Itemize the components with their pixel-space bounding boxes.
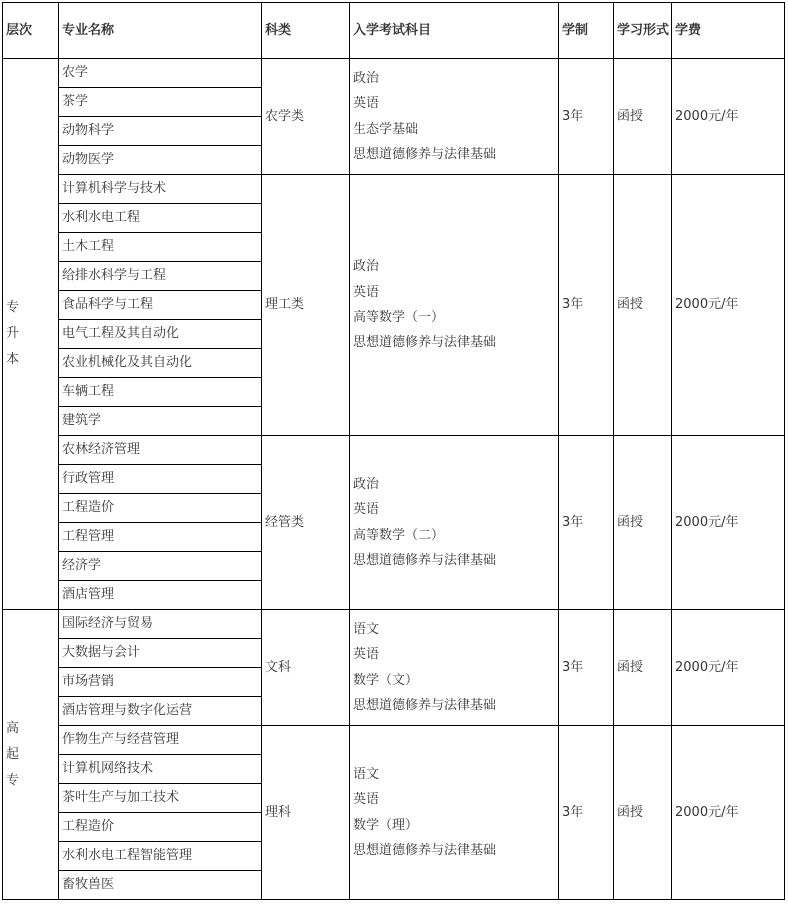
major-name: 作物生产与经营管理 (59, 726, 262, 755)
major-name: 给排水科学与工程 (59, 262, 262, 291)
level-char: 升 (6, 326, 20, 341)
major-name: 茶学 (59, 88, 262, 117)
exam-subject: 思想道德修养与法律基础 (353, 697, 497, 713)
major-name: 食品科学与工程 (59, 291, 262, 320)
major-name: 市场营销 (59, 668, 262, 697)
level-char: 高 (6, 720, 20, 736)
header-exam-subjects: 入学考试科目 (350, 3, 559, 59)
exam-subject: 英语 (353, 647, 380, 663)
header-study-mode: 学习形式 (614, 3, 672, 59)
major-name: 动物科学 (59, 117, 262, 146)
level-char: 专 (6, 300, 20, 315)
exam-subject: 高等数学（一） (353, 310, 445, 325)
level-char: 起 (6, 746, 20, 762)
exam-subject: 思想道德修养与法律基础 (353, 146, 497, 162)
major-name: 水利水电工程 (59, 204, 262, 233)
major-name: 农学 (59, 59, 262, 88)
exam-subject: 政治 (353, 259, 380, 275)
admissions-table (2, 2, 785, 900)
major-name: 动物医学 (59, 146, 262, 175)
category-cell: 经管类 (262, 436, 350, 610)
exam-subjects-cell (350, 59, 559, 175)
major-name: 酒店管理与数字化运营 (59, 697, 262, 726)
header-row (3, 3, 785, 59)
major-name: 土木工程 (59, 233, 262, 262)
duration-cell: 3年 (559, 59, 614, 175)
major-name: 电气工程及其自动化 (59, 320, 262, 349)
table-row (3, 610, 785, 639)
exam-subject: 政治 (353, 70, 380, 86)
table-row (3, 436, 785, 465)
level-char: 本 (6, 352, 20, 367)
exam-subjects-cell (350, 436, 559, 610)
major-name: 农林经济管理 (59, 436, 262, 465)
header-category: 科类 (262, 3, 350, 59)
exam-subject: 高等数学（二） (353, 527, 445, 543)
exam-subject: 思想道德修养与法律基础 (353, 552, 497, 568)
level-cell (3, 59, 59, 610)
header-duration: 学制 (559, 3, 614, 59)
study-mode-cell: 函授 (614, 59, 672, 175)
table-row (3, 59, 785, 88)
study-mode-cell: 函授 (614, 175, 672, 436)
study-mode-cell: 函授 (614, 436, 672, 610)
exam-subject: 英语 (353, 284, 380, 300)
major-name: 建筑学 (59, 407, 262, 436)
major-name: 酒店管理 (59, 581, 262, 610)
study-mode-cell: 函授 (614, 726, 672, 900)
fee-cell: 2000元/年 (672, 59, 785, 175)
major-name: 水利水电工程智能管理 (59, 842, 262, 871)
exam-subject: 语文 (353, 621, 380, 637)
exam-subject: 思想道德修养与法律基础 (353, 335, 497, 351)
duration-cell: 3年 (559, 436, 614, 610)
level-cell (3, 610, 59, 900)
major-name: 计算机网络技术 (59, 755, 262, 784)
major-name: 经济学 (59, 552, 262, 581)
fee-cell: 2000元/年 (672, 726, 785, 900)
category-cell: 理工类 (262, 175, 350, 436)
fee-cell: 2000元/年 (672, 436, 785, 610)
duration-cell: 3年 (559, 726, 614, 900)
level-char: 专 (6, 772, 20, 788)
header-level: 层次 (3, 3, 59, 59)
header-major: 专业名称 (59, 3, 262, 59)
major-name: 工程造价 (59, 494, 262, 523)
header-fee: 学费 (672, 3, 785, 59)
exam-subject: 数学（理） (353, 817, 419, 833)
exam-subjects-cell (350, 726, 559, 900)
exam-subject: 生态学基础 (353, 121, 419, 137)
table-row (3, 175, 785, 204)
category-cell: 农学类 (262, 59, 350, 175)
major-name: 计算机科学与技术 (59, 175, 262, 204)
exam-subject: 英语 (353, 792, 380, 808)
category-cell: 文科 (262, 610, 350, 726)
major-name: 茶叶生产与加工技术 (59, 784, 262, 813)
major-name: 畜牧兽医 (59, 871, 262, 900)
fee-cell: 2000元/年 (672, 175, 785, 436)
category-cell: 理科 (262, 726, 350, 900)
duration-cell: 3年 (559, 610, 614, 726)
exam-subjects-cell (350, 175, 559, 436)
exam-subject: 语文 (353, 766, 380, 782)
study-mode-cell: 函授 (614, 610, 672, 726)
major-name: 大数据与会计 (59, 639, 262, 668)
exam-subject: 思想道德修养与法律基础 (353, 842, 497, 858)
fee-cell: 2000元/年 (672, 610, 785, 726)
duration-cell: 3年 (559, 175, 614, 436)
table-row (3, 726, 785, 755)
major-name: 农业机械化及其自动化 (59, 349, 262, 378)
major-name: 行政管理 (59, 465, 262, 494)
major-name: 车辆工程 (59, 378, 262, 407)
exam-subject: 英语 (353, 502, 380, 518)
exam-subject: 政治 (353, 476, 380, 492)
exam-subjects-cell (350, 610, 559, 726)
exam-subject: 英语 (353, 96, 380, 112)
major-name: 工程造价 (59, 813, 262, 842)
major-name: 工程管理 (59, 523, 262, 552)
exam-subject: 数学（文） (353, 672, 419, 688)
major-name: 国际经济与贸易 (59, 610, 262, 639)
